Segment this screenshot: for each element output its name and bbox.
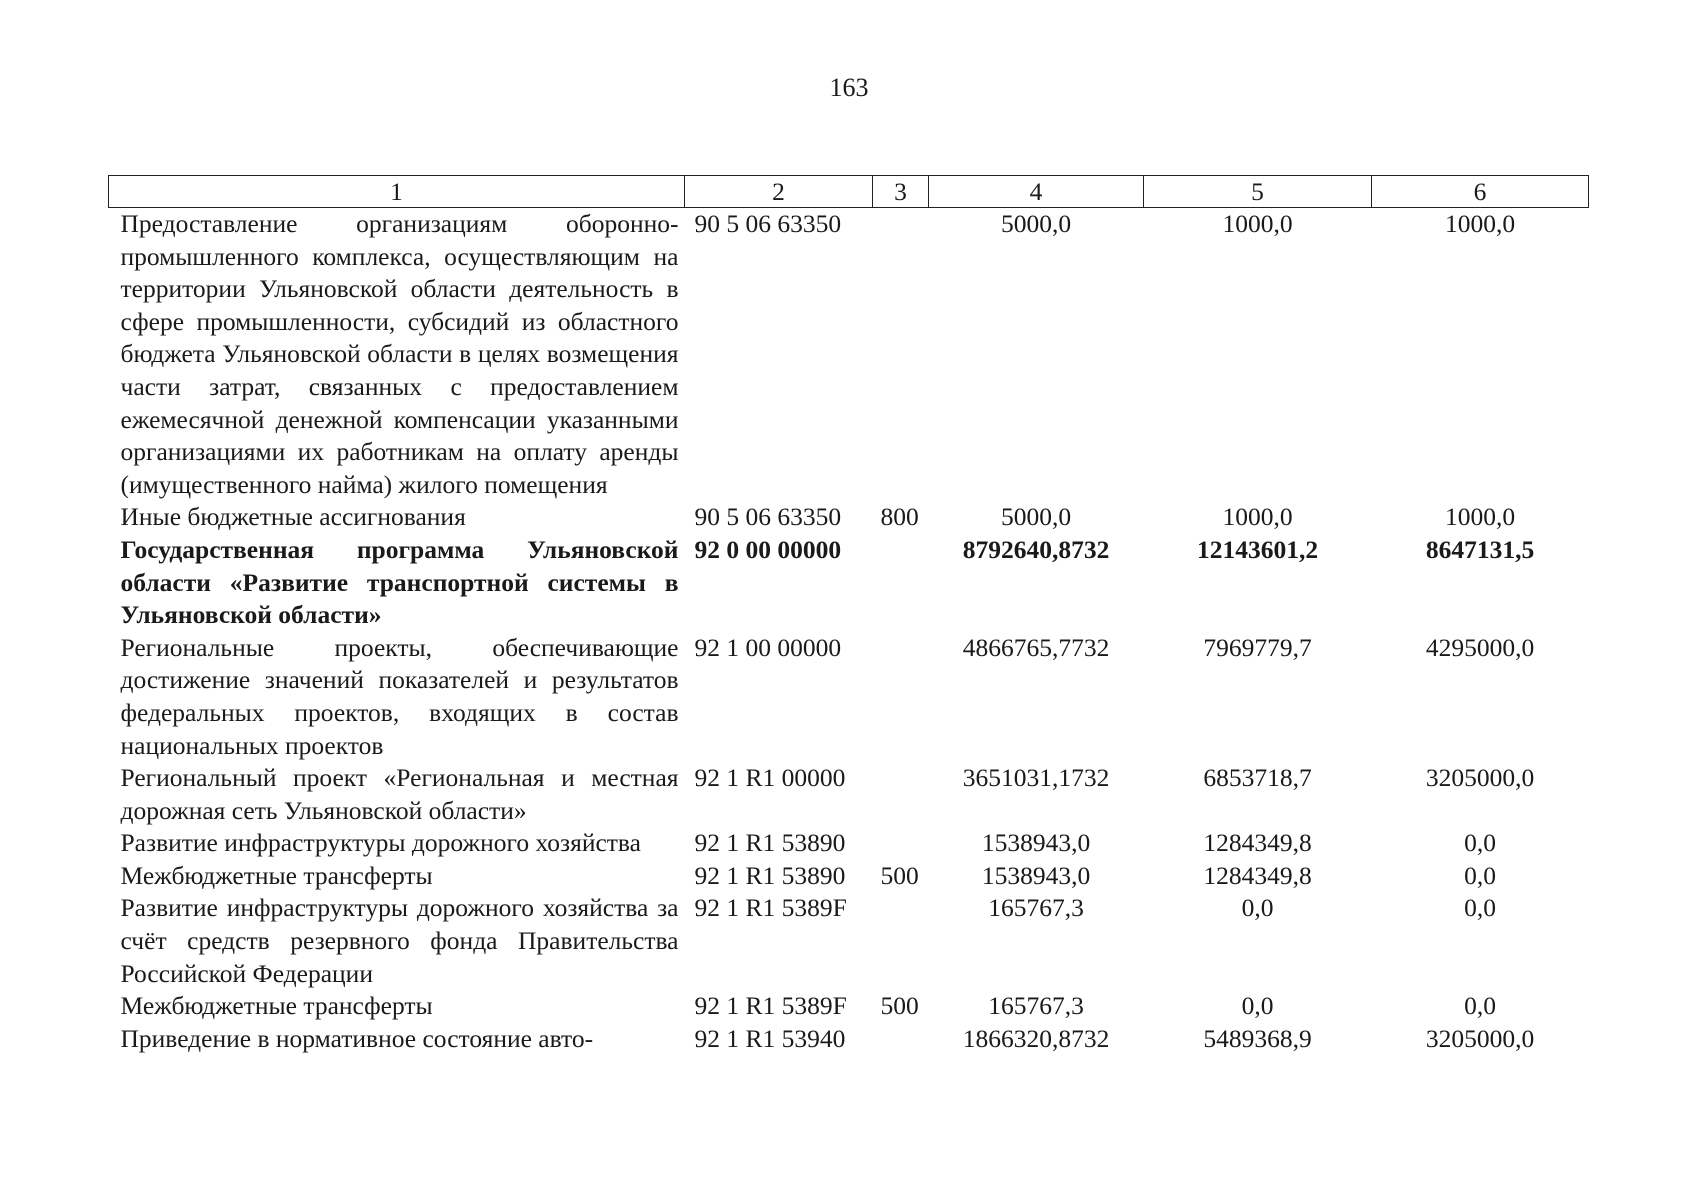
row-value-col-5: 1284349,8	[1203, 860, 1312, 890]
row-value-col-5: 6853718,7	[1203, 763, 1312, 793]
row-name: Государственная программа Ульяновской области «Развитие транспортной системы в Ульяновской области»	[120, 534, 679, 630]
row-value-col-4: 1866320,8732	[962, 1023, 1110, 1053]
row-value-col-4: 165767,3	[988, 893, 1084, 923]
row-code: 92 1 R1 53890	[694, 860, 846, 890]
row-kind	[873, 208, 929, 502]
row-name: Региональный проект «Региональная и местная дорожная сеть Ульяновской области»	[120, 763, 679, 825]
table-row	[109, 534, 1589, 632]
row-name: Межбюджетные трансферты	[120, 991, 433, 1021]
row-code: 92 1 R1 53890	[694, 828, 846, 858]
page-number: 163	[829, 73, 869, 102]
budget-table	[108, 175, 1589, 1055]
row-code: 92 1 R1 5389F	[694, 991, 847, 1021]
row-value-col-6: 0,0	[1464, 828, 1496, 858]
row-value-col-5: 1000,0	[1222, 502, 1293, 532]
row-value-col-6: 3205000,0	[1425, 1023, 1535, 1053]
table-row	[109, 892, 1589, 990]
table-row	[109, 762, 1589, 827]
table-row	[109, 990, 1589, 1023]
table-body	[109, 208, 1589, 1056]
row-kind	[873, 762, 929, 827]
row-value-col-5: 1000,0	[1222, 209, 1293, 238]
row-value-col-5: 0,0	[1241, 991, 1274, 1021]
table-row	[109, 860, 1589, 893]
row-name: Предоставление организациям оборонно-промышленного комплекса, осуществляющим на территории Ульяновской области деятельность в сфере промышленности, субсидий из областного бюджета Ульяновской области в целях возмещения части затрат, связанных с предоставлением ежемесячной денежной компенсации указанными организациями их работникам на оплату аренды (имущественного найма) жилого помещения	[120, 209, 679, 499]
row-value-col-6: 1000,0	[1444, 209, 1516, 238]
row-kind	[873, 632, 929, 762]
row-code: 92 1 R1 53940	[694, 1023, 846, 1053]
row-value-col-5: 0,0	[1241, 893, 1274, 923]
row-name: Приведение в нормативное состояние авто-	[120, 1023, 594, 1053]
row-value-col-4: 3651031,1732	[962, 763, 1110, 793]
row-value-col-4: 4866765,7732	[962, 632, 1110, 662]
row-name: Развитие инфраструктуры дорожного хозяйства	[120, 828, 641, 858]
row-kind: 800	[880, 502, 919, 532]
row-kind	[873, 892, 929, 990]
row-code: 92 1 00 00000	[694, 632, 842, 662]
header-col-4: 4	[929, 176, 1144, 208]
row-code: 90 5 06 63350	[694, 209, 842, 238]
header-col-6: 6	[1372, 176, 1589, 208]
row-kind: 500	[880, 991, 919, 1021]
table-row	[109, 208, 1589, 502]
row-value-col-4: 165767,3	[988, 991, 1084, 1021]
row-value-col-4: 5000,0	[1000, 502, 1072, 532]
row-name: Межбюджетные трансферты	[120, 860, 433, 890]
header-col-2: 2	[685, 176, 873, 208]
table-row	[109, 501, 1589, 534]
table-row	[109, 1023, 1589, 1056]
header-col-3: 3	[873, 176, 929, 208]
row-value-col-4: 8792640,8732	[962, 534, 1110, 564]
table-row	[109, 827, 1589, 860]
row-value-col-4: 1538943,0	[981, 860, 1091, 890]
row-value-col-6: 4295000,0	[1425, 632, 1535, 662]
row-kind	[873, 534, 929, 632]
row-value-col-6: 0,0	[1464, 893, 1496, 923]
row-value-col-6: 1000,0	[1444, 502, 1516, 532]
row-code: 90 5 06 63350	[694, 502, 842, 532]
table-row	[109, 632, 1589, 762]
row-code: 92 1 R1 00000	[694, 763, 846, 793]
row-code: 92 0 00 00000	[694, 534, 842, 564]
row-name: Иные бюджетные ассигнования	[120, 502, 466, 532]
table-header-row	[109, 176, 1589, 208]
row-value-col-6: 0,0	[1464, 860, 1496, 890]
row-kind	[873, 1023, 929, 1056]
header-col-5: 5	[1144, 176, 1372, 208]
row-value-col-5: 7969779,7	[1203, 632, 1312, 662]
row-code: 92 1 R1 5389F	[694, 893, 847, 923]
row-value-col-6: 3205000,0	[1425, 763, 1535, 793]
row-value-col-4: 1538943,0	[981, 828, 1091, 858]
row-kind	[873, 827, 929, 860]
row-value-col-5: 1284349,8	[1203, 828, 1312, 858]
row-value-col-6: 8647131,5	[1425, 534, 1535, 564]
row-value-col-4: 5000,0	[1000, 209, 1072, 238]
row-value-col-6: 0,0	[1464, 991, 1496, 1021]
row-value-col-5: 5489368,9	[1203, 1023, 1312, 1053]
header-col-1: 1	[109, 176, 685, 208]
row-name: Региональные проекты, обеспечивающие достижение значений показателей и результатов федеральных проектов, входящих в состав национальных проектов	[120, 632, 679, 760]
row-name: Развитие инфраструктуры дорожного хозяйства за счёт средств резервного фонда Правительства Российской Федерации	[120, 893, 679, 988]
row-value-col-5: 12143601,2	[1196, 534, 1319, 564]
row-kind: 500	[880, 860, 919, 890]
